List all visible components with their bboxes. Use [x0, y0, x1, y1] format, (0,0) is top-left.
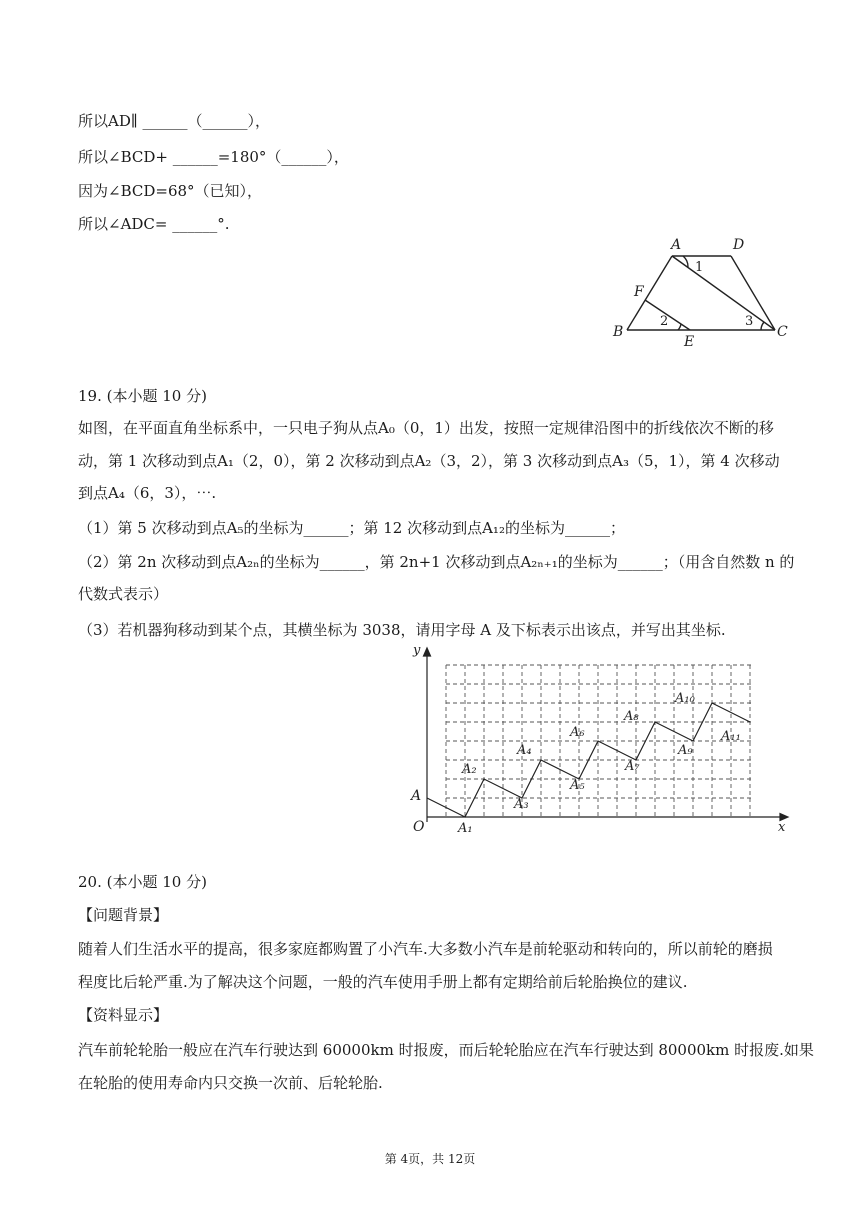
label-A: A — [671, 237, 682, 253]
page-footer: 第 4页，共 12页 — [384, 1152, 476, 1166]
q19-part2-line2: 代数式表示） — [78, 585, 169, 603]
label-A11: A₁₁ — [721, 729, 741, 744]
q20-background-line1: 随着人们生活水平的提高，很多家庭都购置了小汽车.大多数小汽车是前轮驱动和转向的，所以前轮的磨损 — [78, 940, 773, 958]
q19-intro-1: 如图，在平面直角坐标系中，一只电子狗从点A₀（0，1）出发，按照一定规律沿图中的折线依次不断的移 — [78, 419, 774, 437]
q20-header: 20. (本小题 10 分) — [78, 873, 207, 891]
proof-line-4: 所以∠ADC= ______°. — [78, 215, 230, 233]
label-A7: A₇ — [625, 759, 640, 774]
label-A1: A₁ — [458, 821, 473, 836]
label-angle-1: 1 — [695, 260, 704, 275]
label-A2: A₂ — [462, 762, 477, 777]
q19-part2-line1: （2）第 2n 次移动到点A₂ₙ的坐标为______，第 2n+1 次移动到点A₂ₙ₊₁的坐标为______；（用含自然数 n 的 — [78, 553, 795, 571]
q19-header: 19. (本小题 10 分) — [78, 387, 207, 405]
axis-y-label: y — [413, 643, 421, 658]
label-E: E — [684, 334, 695, 350]
q20-section-info: 【资料显示】 — [78, 1006, 169, 1024]
label-A9: A₉ — [678, 743, 693, 758]
label-A4: A₄ — [517, 743, 532, 758]
label-D: D — [733, 237, 745, 253]
q20-section-background: 【问题背景】 — [78, 906, 169, 924]
axis-x-label: x — [778, 820, 786, 835]
label-F: F — [634, 284, 644, 300]
q19-intro-2: 动，第 1 次移动到点A₁（2，0），第 2 次移动到点A₂（3，2），第 3 次移动到点A₃（5，1），第 4 次移动 — [78, 452, 780, 470]
label-A5: A₅ — [570, 778, 585, 793]
label-A10: A₁₀ — [675, 691, 695, 706]
label-angle-2: 2 — [660, 314, 669, 329]
proof-line-2: 所以∠BCD+ ______=180°（______）， — [78, 148, 349, 166]
label-A3: A₃ — [514, 797, 529, 812]
label-A6: A₆ — [570, 725, 585, 740]
trapezoid-figure — [605, 232, 805, 350]
origin-label: O — [413, 819, 425, 835]
grid-lines — [446, 665, 753, 817]
proof-line-3: 因为∠BCD=68°（已知）， — [78, 182, 263, 200]
label-A0: A — [411, 788, 422, 804]
q20-info-line2: 在轮胎的使用寿命内只交换一次前、后轮轮胎. — [78, 1074, 383, 1092]
zigzag-coordinate-figure — [400, 640, 800, 840]
proof-line-1: 所以AD∥ ______（______）， — [78, 112, 271, 130]
q20-background-line2: 程度比后轮严重.为了解决这个问题，一般的汽车使用手册上都有定期给前后轮胎换位的建议. — [78, 973, 688, 991]
q19-intro-3: 到点A₄（6，3），⋯. — [78, 484, 217, 502]
q19-part3: （3）若机器狗移动到某个点，其横坐标为 3038，请用字母 A 及下标表示出该点，并写出其坐标. — [78, 621, 726, 639]
label-B: B — [613, 324, 624, 340]
label-angle-3: 3 — [745, 314, 754, 329]
label-C: C — [777, 324, 788, 340]
label-A8: A₈ — [624, 709, 639, 724]
q19-part1: （1）第 5 次移动到点A₅的坐标为______；第 12 次移动到点A₁₂的坐标为______； — [78, 519, 625, 537]
q20-info-line1: 汽车前轮轮胎一般应在汽车行驶达到 60000km 时报废，而后轮轮胎应在汽车行驶达到 80000km 时报废.如果 — [78, 1041, 814, 1059]
